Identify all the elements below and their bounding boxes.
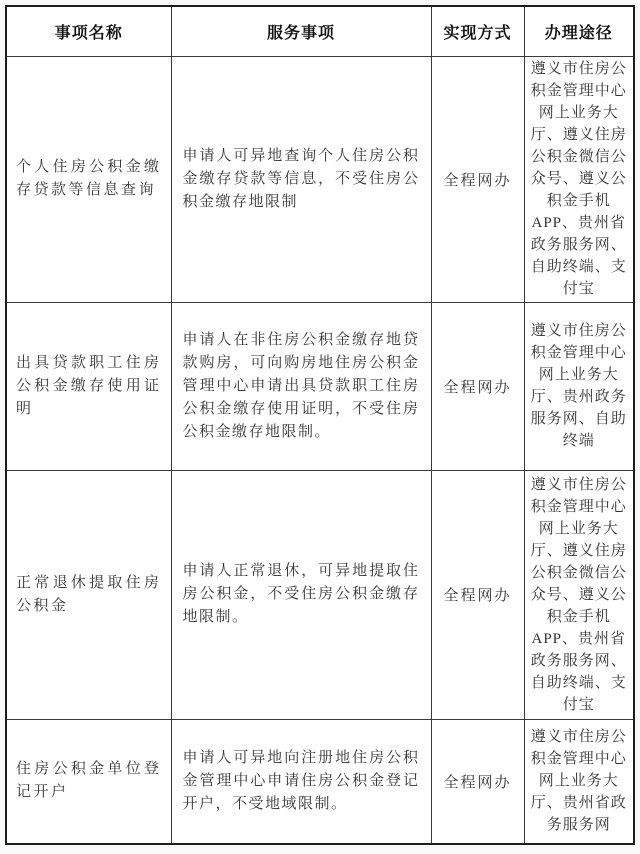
cell-implementation-method: 全程网办	[431, 470, 524, 719]
cell-item-name: 出具贷款职工住房公积金缴存使用证明	[6, 302, 171, 470]
cell-service-matter: 申请人正常退休，可异地提取住房公积金，不受住房公积金缴存地限制。	[171, 470, 431, 719]
cell-handling-channel: 遵义市住房公积金管理中心网上业务大厅、遵义住房公积金微信公众号、遵义公积金手机 APP、贵州省政务服务网、自助终端、支付宝	[524, 56, 634, 302]
table-header-row	[6, 6, 634, 56]
cell-handling-channel: 遵义市住房公积金管理中心网上业务大厅、遵义住房公积金微信公众号、遵义公积金手机 APP、贵州省政务服务网、自助终端、支付宝	[524, 470, 634, 719]
cell-service-matter: 申请人在非住房公积金缴存地贷款购房，可向购房地住房公积金管理中心申请出具贷款职工住房公积金缴存使用证明，不受住房公积金缴存地限制。	[171, 302, 431, 470]
cell-service-matter: 申请人可异地查询个人住房公积金缴存贷款等信息，不受住房公积金缴存地限制	[171, 56, 431, 302]
header-implementation-method: 实现方式	[431, 6, 524, 56]
cell-service-matter: 申请人可异地向注册地住房公积金管理中心申请住房公积金登记开户，不受地域限制。	[171, 719, 431, 844]
header-handling-channel: 办理途径	[524, 6, 634, 56]
cell-implementation-method: 全程网办	[431, 56, 524, 302]
table-row	[6, 719, 634, 844]
header-service-matter: 服务事项	[171, 6, 431, 56]
cell-implementation-method: 全程网办	[431, 719, 524, 844]
table-row	[6, 56, 634, 302]
table-row	[6, 470, 634, 719]
cell-item-name: 住房公积金单位登记开户	[6, 719, 171, 844]
table-row	[6, 302, 634, 470]
header-item-name: 事项名称	[6, 6, 171, 56]
cell-handling-channel: 遵义市住房公积金管理中心网上业务大厅、贵州政务服务网、自助终端	[524, 302, 634, 470]
cell-item-name: 个人住房公积金缴存贷款等信息查询	[6, 56, 171, 302]
cell-handling-channel: 遵义市住房公积金管理中心网上业务大厅、贵州省政务服务网	[524, 719, 634, 844]
cell-item-name: 正常退休提取住房公积金	[6, 470, 171, 719]
service-matters-table	[5, 5, 635, 845]
cell-implementation-method: 全程网办	[431, 302, 524, 470]
